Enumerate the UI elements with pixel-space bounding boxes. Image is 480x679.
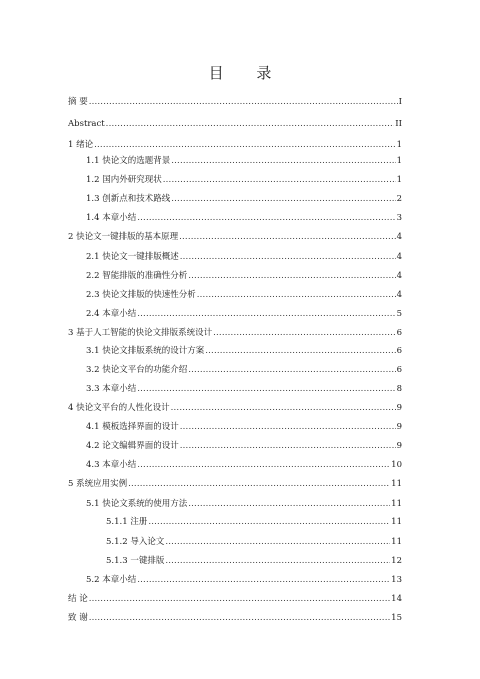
toc-dot-leader <box>94 140 395 151</box>
toc-title: 目 录 <box>208 64 286 82</box>
toc-dot-leader <box>188 271 395 282</box>
toc-dot-leader <box>179 232 395 243</box>
toc-entry-label: 5.2 本章小结 <box>86 575 137 585</box>
toc-entry <box>86 213 402 224</box>
toc-dot-leader <box>89 97 398 108</box>
toc-dot-leader <box>188 365 395 376</box>
toc-entry-page-number: 5 <box>396 309 402 319</box>
toc-entry-label: 致 谢 <box>68 613 88 623</box>
toc-entry-page-number: 4 <box>396 290 402 300</box>
toc-entry <box>86 422 402 433</box>
toc-entry <box>86 441 402 452</box>
toc-entry-page-number: 13 <box>391 575 402 585</box>
toc-entry-page-number: 14 <box>391 594 402 604</box>
toc-dot-leader <box>137 460 390 471</box>
toc-entry-page-number: 6 <box>396 346 402 356</box>
toc-entry <box>68 594 402 605</box>
toc-entry-label: 3.3 本章小结 <box>86 384 137 394</box>
toc-entry <box>68 232 402 243</box>
toc-entry <box>86 460 402 471</box>
toc-entry-label: 3.2 快论文平台的功能介绍 <box>86 365 188 375</box>
toc-entry <box>86 575 402 586</box>
toc-entry <box>86 346 402 357</box>
toc-dot-leader <box>128 479 390 490</box>
toc-dot-leader <box>188 499 390 510</box>
toc-entry-label: 2.2 智能排版的准确性分析 <box>86 271 188 281</box>
toc-entry <box>86 271 402 282</box>
toc-entry-page-number: 2 <box>396 194 402 204</box>
toc-dot-leader <box>180 441 396 452</box>
toc-entry <box>86 365 402 376</box>
toc-entry-label: 4.3 本章小结 <box>86 460 137 470</box>
toc-entry-label: 4.1 模板选择界面的设计 <box>86 422 179 432</box>
toc-entry-page-number: 1 <box>396 175 402 185</box>
toc-entry-page-number: I <box>398 97 402 107</box>
toc-entry-label: 2.4 本章小结 <box>86 309 137 319</box>
toc-entry-page-number: 11 <box>391 537 402 547</box>
toc-entry-page-number: 9 <box>396 422 402 432</box>
toc-entry <box>86 309 402 320</box>
toc-entry-page-number: II <box>395 119 402 129</box>
toc-entry <box>68 479 402 490</box>
toc-dot-leader <box>165 556 390 567</box>
toc-entry <box>106 537 402 548</box>
toc-dot-leader <box>163 175 396 186</box>
toc-entry-label: 1 绪论 <box>68 140 94 150</box>
toc-entry-page-number: 3 <box>396 213 402 223</box>
toc-dot-leader <box>171 156 395 167</box>
toc-entry-label: 2.3 快论文排版的快速性分析 <box>86 290 196 300</box>
toc-entry-label: 5.1.1 注册 <box>106 517 148 527</box>
toc-dot-leader <box>106 119 395 130</box>
toc-dot-leader <box>180 252 396 263</box>
toc-entry <box>68 613 402 624</box>
toc-dot-leader <box>171 194 395 205</box>
toc-dot-leader <box>171 403 396 414</box>
toc-entry-page-number: 4 <box>396 271 402 281</box>
toc-entry-label: 3.1 快论文排版系统的设计方案 <box>86 346 205 356</box>
toc-entry-page-number: 4 <box>396 252 402 262</box>
toc-entry <box>68 140 402 151</box>
toc-dot-leader <box>165 537 390 548</box>
toc-entry <box>106 517 402 528</box>
toc-entry <box>68 119 402 130</box>
toc-entry-label: 2 快论文一键排版的基本原理 <box>68 232 179 242</box>
toc-entry <box>86 175 402 186</box>
toc-entry <box>68 97 402 108</box>
toc-entry-label: 3 基于人工智能的快论文排版系统设计 <box>68 328 213 338</box>
toc-entry <box>68 403 402 414</box>
toc-entry-page-number: 9 <box>396 403 402 413</box>
toc-entry <box>86 384 402 395</box>
toc-dot-leader <box>137 213 395 224</box>
toc-entry-page-number: 11 <box>391 499 402 509</box>
toc-entry-page-number: 8 <box>396 384 402 394</box>
toc-entry-label: 1.4 本章小结 <box>86 213 137 223</box>
toc-dot-leader <box>137 384 395 395</box>
toc-entry-label: 4.2 论文编辑界面的设计 <box>86 441 179 451</box>
toc-entry-label: 5.1 快论文系统的使用方法 <box>86 499 188 509</box>
toc-entry <box>86 194 402 205</box>
toc-entry-page-number: 12 <box>391 556 402 566</box>
toc-entry-label: 2.1 快论文一键排版概述 <box>86 252 179 262</box>
toc-dot-leader <box>148 517 390 528</box>
toc-entry <box>68 328 402 339</box>
toc-entry <box>86 290 402 301</box>
toc-entry-label: 1.3 创新点和技术路线 <box>86 194 171 204</box>
toc-dot-leader <box>213 328 395 339</box>
toc-entry <box>86 252 402 263</box>
toc-entry-page-number: 15 <box>391 613 402 623</box>
toc-entry-page-number: 1 <box>396 156 402 166</box>
toc-entry <box>86 499 402 510</box>
toc-entry-page-number: 9 <box>396 441 402 451</box>
toc-entry <box>86 156 402 167</box>
toc-entry-page-number: 6 <box>396 365 402 375</box>
toc-entry-page-number: 6 <box>396 328 402 338</box>
toc-entry-page-number: 11 <box>391 517 402 527</box>
toc-dot-leader <box>89 594 390 605</box>
toc-dot-leader <box>197 290 396 301</box>
toc-entry-page-number: 4 <box>396 232 402 242</box>
toc-entry-page-number: 1 <box>396 140 402 150</box>
toc-entry-page-number: 11 <box>391 479 402 489</box>
toc-entry-label: 1.1 快论文的选题背景 <box>86 156 171 166</box>
toc-entry-label: 摘 要 <box>68 97 88 107</box>
toc-dot-leader <box>137 309 395 320</box>
toc-dot-leader <box>89 613 390 624</box>
toc-entry-label: 结 论 <box>68 594 88 604</box>
toc-entry-label: Abstract <box>68 119 105 129</box>
toc-entry-page-number: 10 <box>391 460 402 470</box>
toc-entry-label: 4 快论文平台的人性化设计 <box>68 403 170 413</box>
toc-entry-label: 5.1.3 一键排版 <box>106 556 165 566</box>
toc-entry-label: 1.2 国内外研究现状 <box>86 175 162 185</box>
toc-entry-label: 5.1.2 导入论文 <box>106 537 165 547</box>
toc-dot-leader <box>137 575 390 586</box>
toc-dot-leader <box>180 422 396 433</box>
toc-dot-leader <box>205 346 395 357</box>
toc-entry <box>106 556 402 567</box>
toc-entry-label: 5 系统应用实例 <box>68 479 128 489</box>
